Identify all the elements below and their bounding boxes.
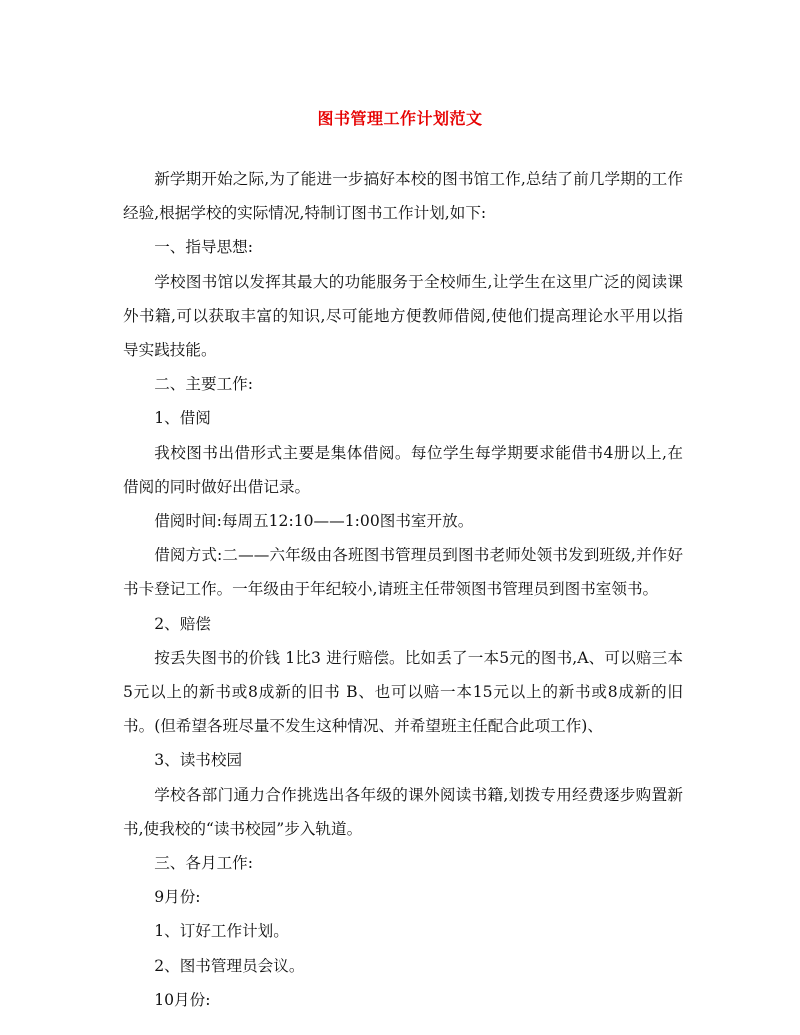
september-item-2: 2、图书管理员会议。 xyxy=(154,956,305,975)
section-heading-main-work: 二、主要工作: xyxy=(154,375,254,394)
subheading-compensation: 2、赔偿 xyxy=(154,614,211,633)
section-heading-guiding-ideas: 一、指导思想: xyxy=(154,238,254,257)
document-body xyxy=(123,162,683,1017)
section-heading-monthly-work: 三、各月工作: xyxy=(154,854,254,873)
intro-paragraph: 新学期开始之际,为了能进一步搞好本校的图书馆工作,总结了前几学期的工作经验,根据学校的实际情况,特制订图书工作计划,如下: xyxy=(123,170,683,223)
september-item-1: 1、订好工作计划。 xyxy=(154,922,289,941)
month-october: 10月份: xyxy=(154,990,211,1009)
document-title: 图书管理工作计划范文 xyxy=(317,109,483,128)
guiding-ideas-paragraph: 学校图书馆以发挥其最大的功能服务于全校师生,让学生在这里广泛的阅读课外书籍,可以获取丰富的知识,尽可能地方便教师借阅,使他们提高理论水平用以指导实践技能。 xyxy=(123,272,683,360)
subheading-borrowing: 1、借阅 xyxy=(154,409,211,428)
borrowing-paragraph: 我校图书出借形式主要是集体借阅。每位学生每学期要求能借书4册以上,在借阅的同时做好出借记录。 xyxy=(123,443,683,496)
borrowing-method-paragraph: 借阅方式:二——六年级由各班图书管理员到图书老师处领书发到班级,并作好书卡登记工作。一年级由于年纪较小,请班主任带领图书管理员到图书室领书。 xyxy=(123,546,683,599)
subheading-reading-campus: 3、读书校园 xyxy=(154,751,243,770)
compensation-paragraph: 按丢失图书的价钱 1比3 进行赔偿。比如丢了一本5元的图书,A、可以赔三本5元以上的新书或8成新的旧书 B、也可以赔一本15元以上的新书或8成新的旧书。(但希望各班尽量不发生这种情况、并希望班主任配合此项工作)、 xyxy=(123,648,683,736)
reading-campus-paragraph: 学校各部门通力合作挑选出各年级的课外阅读书籍,划拨专用经费逐步购置新书,使我校的“读书校园”步入轨道。 xyxy=(123,785,683,838)
borrowing-time-paragraph: 借阅时间:每周五12:10——1:00图书室开放。 xyxy=(154,512,474,531)
month-september: 9月份: xyxy=(154,888,201,907)
